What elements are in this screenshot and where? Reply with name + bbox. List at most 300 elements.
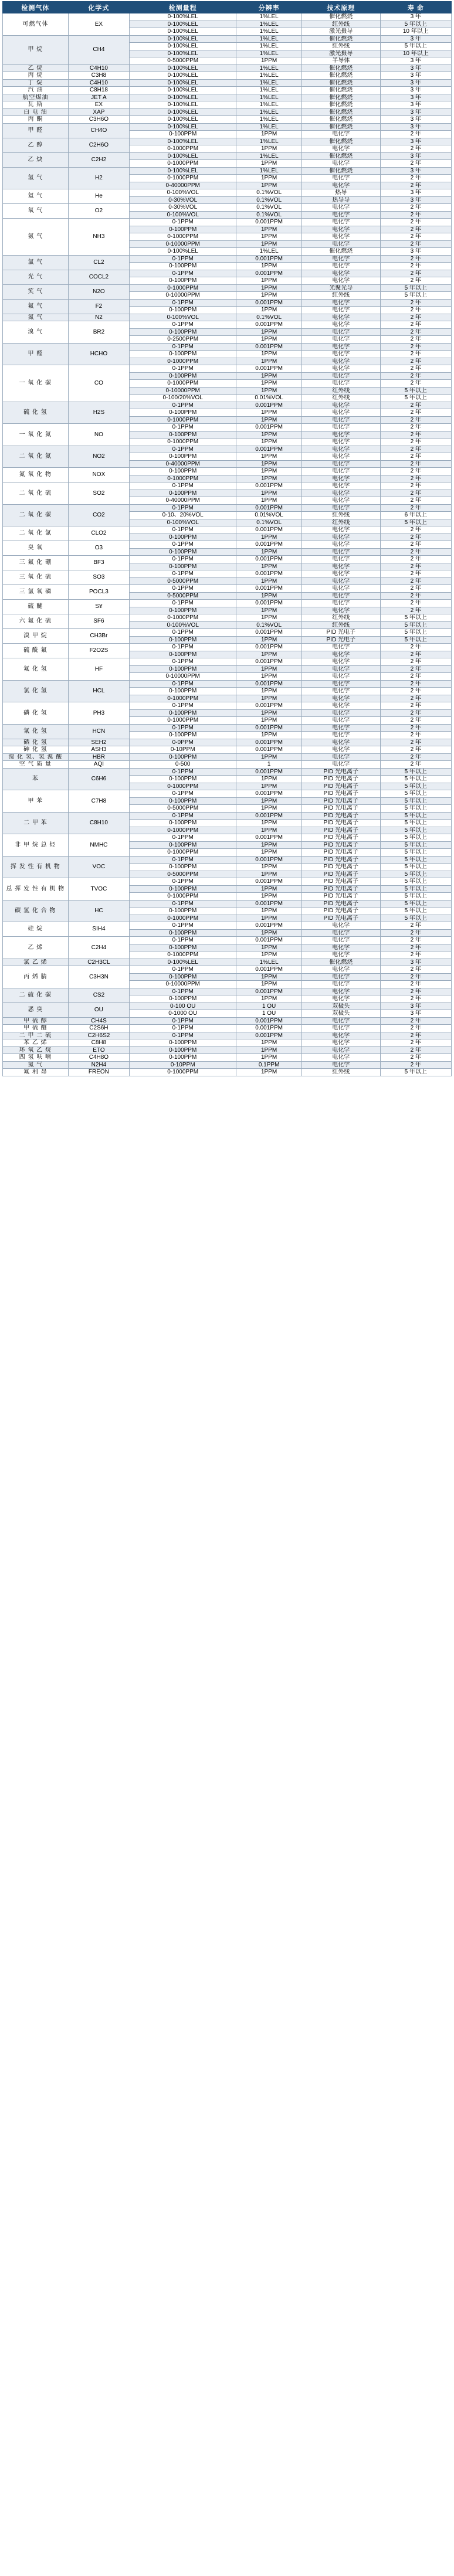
cell-range: 0-100PPM bbox=[130, 841, 236, 849]
cell-technology: 电化学 bbox=[301, 533, 380, 541]
table-row bbox=[3, 138, 452, 145]
cell-resolution: 1PPM bbox=[236, 820, 302, 827]
cell-gas-name: 环 氧 乙 烷 bbox=[3, 1046, 69, 1054]
cell-range: 0-1000PPM bbox=[130, 233, 236, 241]
cell-resolution: 0.001PPM bbox=[236, 600, 302, 607]
cell-life: 10 年以上 bbox=[380, 50, 451, 57]
cell-gas-name: 乙 烷 bbox=[3, 64, 69, 72]
cell-range: 0-40000PPM bbox=[130, 182, 236, 189]
cell-technology: 电化学 bbox=[301, 944, 380, 951]
cell-life: 5 年以上 bbox=[380, 893, 451, 900]
cell-resolution: 1PPM bbox=[236, 995, 302, 1003]
table-row bbox=[3, 504, 452, 512]
cell-life: 2 年 bbox=[380, 314, 451, 321]
cell-technology: 电化学 bbox=[301, 314, 380, 321]
cell-life: 2 年 bbox=[380, 1017, 451, 1025]
cell-range: 0-100%LEL bbox=[130, 79, 236, 87]
cell-resolution: 1PPM bbox=[236, 336, 302, 344]
cell-gas-name: 六 氟 化 硫 bbox=[3, 614, 69, 629]
cell-resolution: 1PPM bbox=[236, 673, 302, 681]
cell-life: 2 年 bbox=[380, 526, 451, 534]
cell-technology: 催化燃烧 bbox=[301, 35, 380, 43]
cell-gas-name: 磷 化 氢 bbox=[3, 702, 69, 725]
cell-life: 3 年 bbox=[380, 196, 451, 204]
cell-technology: PID 光电离子 bbox=[301, 768, 380, 776]
cell-formula: SO2 bbox=[68, 482, 129, 505]
table-row bbox=[3, 219, 452, 226]
cell-formula: EX bbox=[68, 13, 129, 36]
cell-range: 0-100%LEL bbox=[130, 28, 236, 36]
cell-resolution: 1PPM bbox=[236, 929, 302, 937]
cell-technology: 电化学 bbox=[301, 951, 380, 959]
cell-life: 2 年 bbox=[380, 328, 451, 336]
cell-resolution: 1%LEL bbox=[236, 152, 302, 160]
cell-life: 5 年以上 bbox=[380, 292, 451, 300]
cell-technology: 催化燃烧 bbox=[301, 248, 380, 256]
cell-life: 2 年 bbox=[380, 460, 451, 468]
cell-formula: H2S bbox=[68, 402, 129, 424]
cell-life: 2 年 bbox=[380, 746, 451, 754]
cell-life: 5 年以上 bbox=[380, 820, 451, 827]
cell-life: 2 年 bbox=[380, 504, 451, 512]
cell-life: 5 年以上 bbox=[380, 849, 451, 857]
cell-technology: 红外线 bbox=[301, 512, 380, 519]
cell-life: 2 年 bbox=[380, 1061, 451, 1069]
cell-life: 2 年 bbox=[380, 175, 451, 182]
cell-range: 0-500 bbox=[130, 761, 236, 769]
cell-range: 0-100PPM bbox=[130, 636, 236, 644]
cell-life: 3 年 bbox=[380, 79, 451, 87]
table-row bbox=[3, 812, 452, 820]
cell-resolution: 1PPM bbox=[236, 497, 302, 505]
cell-formula: CO2 bbox=[68, 504, 129, 526]
cell-range: 0-1PPM bbox=[130, 724, 236, 732]
cell-life: 2 年 bbox=[380, 424, 451, 431]
cell-technology: 电化学 bbox=[301, 1017, 380, 1025]
cell-technology: 电化学 bbox=[301, 761, 380, 769]
column-header-technology: 技术原理 bbox=[301, 2, 380, 13]
cell-life: 2 年 bbox=[380, 255, 451, 263]
cell-range: 0-100%LEL bbox=[130, 167, 236, 175]
cell-technology: 催化燃烧 bbox=[301, 138, 380, 145]
cell-resolution: 1%LEL bbox=[236, 108, 302, 116]
cell-resolution: 1PPM bbox=[236, 665, 302, 673]
cell-life: 2 年 bbox=[380, 680, 451, 688]
cell-gas-name: 乙 炔 bbox=[3, 152, 69, 167]
cell-resolution: 0.001PPM bbox=[236, 255, 302, 263]
cell-life: 2 年 bbox=[380, 951, 451, 959]
cell-life: 2 年 bbox=[380, 533, 451, 541]
cell-technology: 催化燃烧 bbox=[301, 87, 380, 94]
cell-range: 0-1000PPM bbox=[130, 849, 236, 857]
cell-range: 0-100%LEL bbox=[130, 43, 236, 50]
cell-technology: 电化学 bbox=[301, 424, 380, 431]
cell-formula: SEH2 bbox=[68, 739, 129, 746]
cell-range: 0-10、20%VOL bbox=[130, 512, 236, 519]
cell-gas-name: 氧 气 bbox=[3, 204, 69, 219]
cell-technology: 电化学 bbox=[301, 255, 380, 263]
cell-range: 0-1000PPM bbox=[130, 358, 236, 365]
cell-formula: NO2 bbox=[68, 446, 129, 468]
cell-technology: 电化学 bbox=[301, 468, 380, 475]
cell-resolution: 0.001PPM bbox=[236, 321, 302, 329]
cell-technology: 电化学 bbox=[301, 1025, 380, 1032]
table-row bbox=[3, 1061, 452, 1069]
table-row bbox=[3, 724, 452, 732]
cell-technology: 热导 bbox=[301, 189, 380, 197]
cell-life: 2 年 bbox=[380, 607, 451, 614]
cell-life: 2 年 bbox=[380, 1054, 451, 1062]
cell-resolution: 0.001PPM bbox=[236, 556, 302, 563]
cell-range: 0-100/20%VOL bbox=[130, 395, 236, 402]
cell-life: 2 年 bbox=[380, 556, 451, 563]
cell-technology: 红外线 bbox=[301, 387, 380, 395]
cell-formula: C2S6H bbox=[68, 1025, 129, 1032]
cell-range: 0-1000PPM bbox=[130, 475, 236, 482]
cell-range: 0-100 OU bbox=[130, 1002, 236, 1010]
table-row bbox=[3, 1032, 452, 1039]
cell-range: 0-100PPM bbox=[130, 995, 236, 1003]
cell-range: 0-1000PPM bbox=[130, 160, 236, 168]
table-row bbox=[3, 1039, 452, 1047]
cell-technology: 电化学 bbox=[301, 929, 380, 937]
cell-resolution: 1PPM bbox=[236, 533, 302, 541]
cell-technology: 红外线 bbox=[301, 614, 380, 622]
cell-life: 5 年以上 bbox=[380, 783, 451, 790]
cell-range: 0-100PPM bbox=[130, 709, 236, 717]
cell-technology: PID 光电离子 bbox=[301, 790, 380, 798]
cell-range: 0-100PPM bbox=[130, 973, 236, 981]
cell-range: 0-1000PPM bbox=[130, 827, 236, 834]
cell-resolution: 1PPM bbox=[236, 827, 302, 834]
cell-formula: HCN bbox=[68, 724, 129, 739]
cell-life: 5 年以上 bbox=[380, 43, 451, 50]
cell-range: 0-1PPM bbox=[130, 541, 236, 549]
cell-range: 0-100PPM bbox=[130, 468, 236, 475]
cell-technology: 电化学 bbox=[301, 988, 380, 995]
cell-resolution: 1PPM bbox=[236, 468, 302, 475]
cell-technology: 电化学 bbox=[301, 446, 380, 453]
cell-gas-name: 氯 气 bbox=[3, 255, 69, 270]
cell-range: 0-100%LEL bbox=[130, 959, 236, 966]
cell-range: 0-30%VOL bbox=[130, 204, 236, 212]
cell-resolution: 0.001PPM bbox=[236, 504, 302, 512]
column-header-resolution: 分辨率 bbox=[236, 2, 302, 13]
cell-gas-name: 空 气 质 量 bbox=[3, 761, 69, 769]
cell-resolution: 1PPM bbox=[236, 753, 302, 761]
cell-technology: 电化学 bbox=[301, 453, 380, 461]
cell-resolution: 1PPM bbox=[236, 431, 302, 439]
cell-technology: 电化学 bbox=[301, 739, 380, 746]
cell-life: 3 年 bbox=[380, 123, 451, 131]
cell-life: 5 年以上 bbox=[380, 629, 451, 637]
cell-formula: AQI bbox=[68, 761, 129, 769]
cell-resolution: 0.1%VOL bbox=[236, 211, 302, 219]
cell-technology: 光聚光导 bbox=[301, 284, 380, 292]
cell-technology: 热导导 bbox=[301, 196, 380, 204]
cell-life: 2 年 bbox=[380, 973, 451, 981]
cell-range: 0-1000PPM bbox=[130, 380, 236, 388]
cell-formula: C7H8 bbox=[68, 790, 129, 813]
cell-formula: SIH4 bbox=[68, 922, 129, 937]
cell-range: 0-5000PPM bbox=[130, 805, 236, 813]
cell-life: 2 年 bbox=[380, 468, 451, 475]
cell-technology: PID 光电离子 bbox=[301, 885, 380, 893]
cell-resolution: 0.001PPM bbox=[236, 746, 302, 754]
table-row bbox=[3, 1017, 452, 1025]
cell-gas-name: 三 氟 化 硼 bbox=[3, 556, 69, 570]
cell-technology: 电化学 bbox=[301, 439, 380, 446]
cell-range: 0-1PPM bbox=[130, 1025, 236, 1032]
cell-resolution: 1PPM bbox=[236, 717, 302, 725]
table-row bbox=[3, 959, 452, 966]
cell-technology: 催化燃烧 bbox=[301, 959, 380, 966]
cell-technology: 电化学 bbox=[301, 277, 380, 285]
cell-resolution: 1 OU bbox=[236, 1002, 302, 1010]
cell-technology: 催化燃烧 bbox=[301, 152, 380, 160]
cell-formula: He bbox=[68, 189, 129, 204]
cell-range: 0-1PPM bbox=[130, 629, 236, 637]
cell-life: 2 年 bbox=[380, 409, 451, 417]
cell-range: 0-40000PPM bbox=[130, 497, 236, 505]
cell-resolution: 0.01%VOL bbox=[236, 395, 302, 402]
cell-technology: 电化学 bbox=[301, 204, 380, 212]
cell-life: 2 年 bbox=[380, 358, 451, 365]
cell-range: 0-100%LEL bbox=[130, 87, 236, 94]
cell-life: 2 年 bbox=[380, 380, 451, 388]
cell-technology: 电化学 bbox=[301, 175, 380, 182]
cell-resolution: 0.001PPM bbox=[236, 922, 302, 930]
cell-life: 5 年以上 bbox=[380, 827, 451, 834]
cell-technology: 电化学 bbox=[301, 922, 380, 930]
cell-gas-name: 三 氧 化 硫 bbox=[3, 570, 69, 585]
cell-resolution: 0.001PPM bbox=[236, 570, 302, 578]
cell-range: 0-100%LEL bbox=[130, 138, 236, 145]
cell-range: 0-100%LEL bbox=[130, 13, 236, 21]
cell-range: 0-100PPM bbox=[130, 131, 236, 138]
cell-technology: 电化学 bbox=[301, 665, 380, 673]
cell-resolution: 1PPM bbox=[236, 776, 302, 783]
cell-range: 0-1PPM bbox=[130, 680, 236, 688]
cell-life: 2 年 bbox=[380, 563, 451, 570]
cell-range: 0-100%LEL bbox=[130, 64, 236, 72]
cell-resolution: 1PPM bbox=[236, 695, 302, 702]
cell-range: 0-100PPM bbox=[130, 885, 236, 893]
cell-life: 2 年 bbox=[380, 307, 451, 314]
cell-resolution: 0.001PPM bbox=[236, 446, 302, 453]
cell-gas-name: 瓦 斯 bbox=[3, 101, 69, 109]
cell-resolution: 1PPM bbox=[236, 1039, 302, 1047]
cell-resolution: 1PPM bbox=[236, 636, 302, 644]
cell-resolution: 1PPM bbox=[236, 783, 302, 790]
cell-resolution: 1PPM bbox=[236, 607, 302, 614]
cell-gas-name: 氰 化 氢 bbox=[3, 724, 69, 739]
table-row bbox=[3, 167, 452, 175]
table-row bbox=[3, 189, 452, 197]
cell-technology: PID 光电离子 bbox=[301, 878, 380, 886]
cell-life: 2 年 bbox=[380, 343, 451, 351]
cell-gas-name: 二 硫 化 碳 bbox=[3, 988, 69, 1002]
table-row bbox=[3, 834, 452, 842]
cell-gas-name: 丙 酮 bbox=[3, 116, 69, 124]
cell-gas-name: 乙 醇 bbox=[3, 138, 69, 152]
cell-formula: C4H8O bbox=[68, 1054, 129, 1062]
cell-formula: BF3 bbox=[68, 556, 129, 570]
cell-gas-name: 二 氧 化 硫 bbox=[3, 482, 69, 505]
cell-life: 5 年以上 bbox=[380, 614, 451, 622]
cell-range: 0-5000PPM bbox=[130, 57, 236, 65]
cell-life: 5 年以上 bbox=[380, 841, 451, 849]
cell-resolution: 0.01%VOL bbox=[236, 512, 302, 519]
cell-resolution: 1PPM bbox=[236, 372, 302, 380]
cell-life: 2 年 bbox=[380, 263, 451, 270]
cell-range: 0-1PPM bbox=[130, 790, 236, 798]
cell-technology: 电化学 bbox=[301, 219, 380, 226]
cell-resolution: 1PPM bbox=[236, 592, 302, 600]
table-row bbox=[3, 482, 452, 490]
cell-resolution: 0.1%VOL bbox=[236, 314, 302, 321]
cell-technology: 双极头 bbox=[301, 1002, 380, 1010]
cell-technology: PID 光电子 bbox=[301, 629, 380, 637]
cell-resolution: 1%LEL bbox=[236, 72, 302, 80]
table-row bbox=[3, 284, 452, 292]
cell-formula: CL2 bbox=[68, 255, 129, 270]
cell-gas-name: 氯 化 氢 bbox=[3, 680, 69, 702]
cell-range: 0-10000PPM bbox=[130, 673, 236, 681]
cell-resolution: 1PPM bbox=[236, 263, 302, 270]
cell-resolution: 1PPM bbox=[236, 460, 302, 468]
cell-range: 0-1000PPM bbox=[130, 695, 236, 702]
gas-sensor-spec-page bbox=[0, 1, 454, 1076]
cell-technology: 激光摄导 bbox=[301, 50, 380, 57]
cell-formula: SO3 bbox=[68, 570, 129, 585]
cell-resolution: 1PPM bbox=[236, 475, 302, 482]
cell-technology: 催化燃烧 bbox=[301, 79, 380, 87]
cell-life: 2 年 bbox=[380, 372, 451, 380]
cell-resolution: 0.001PPM bbox=[236, 1032, 302, 1039]
cell-range: 0-1PPM bbox=[130, 570, 236, 578]
cell-range: 0-1PPM bbox=[130, 900, 236, 908]
cell-life: 5 年以上 bbox=[380, 797, 451, 805]
cell-life: 2 年 bbox=[380, 453, 451, 461]
cell-technology: 电化学 bbox=[301, 577, 380, 585]
cell-resolution: 1%LEL bbox=[236, 50, 302, 57]
cell-technology: 电化学 bbox=[301, 600, 380, 607]
cell-resolution: 1PPM bbox=[236, 284, 302, 292]
table-row bbox=[3, 365, 452, 373]
table-row bbox=[3, 1002, 452, 1010]
cell-range: 0-100%LEL bbox=[130, 94, 236, 101]
cell-life: 2 年 bbox=[380, 665, 451, 673]
cell-resolution: 1PPM bbox=[236, 226, 302, 233]
cell-life: 2 年 bbox=[380, 233, 451, 241]
table-row bbox=[3, 314, 452, 321]
cell-life: 5 年以上 bbox=[380, 776, 451, 783]
cell-life: 2 年 bbox=[380, 724, 451, 732]
cell-life: 5 年以上 bbox=[380, 21, 451, 28]
cell-gas-name: 氮 气 bbox=[3, 314, 69, 321]
cell-life: 2 年 bbox=[380, 541, 451, 549]
cell-range: 0-1PPM bbox=[130, 526, 236, 534]
cell-life: 2 年 bbox=[380, 739, 451, 746]
cell-resolution: 0.1%VOL bbox=[236, 189, 302, 197]
table-row bbox=[3, 629, 452, 637]
cell-resolution: 1%LEL bbox=[236, 13, 302, 21]
cell-range: 0-100PPM bbox=[130, 533, 236, 541]
table-row bbox=[3, 658, 452, 666]
table-row bbox=[3, 937, 452, 944]
cell-resolution: 1 OU bbox=[236, 1010, 302, 1018]
cell-formula: C4H10 bbox=[68, 64, 129, 72]
cell-life: 3 年 bbox=[380, 189, 451, 197]
cell-range: 0-100%LEL bbox=[130, 50, 236, 57]
cell-technology: 电化学 bbox=[301, 482, 380, 490]
cell-range: 0-10PPM bbox=[130, 746, 236, 754]
cell-technology: 电化学 bbox=[301, 365, 380, 373]
cell-life: 2 年 bbox=[380, 732, 451, 739]
table-row bbox=[3, 702, 452, 710]
cell-life: 2 年 bbox=[380, 644, 451, 651]
cell-resolution: 0.001PPM bbox=[236, 739, 302, 746]
cell-range: 0-1PPM bbox=[130, 878, 236, 886]
table-row bbox=[3, 761, 452, 769]
cell-range: 0-1000PPM bbox=[130, 284, 236, 292]
cell-formula: N2 bbox=[68, 314, 129, 321]
cell-gas-name: 氨 气 bbox=[3, 219, 69, 256]
cell-life: 2 年 bbox=[380, 717, 451, 725]
cell-life: 2 年 bbox=[380, 548, 451, 556]
cell-formula: ASH3 bbox=[68, 746, 129, 754]
cell-life: 5 年以上 bbox=[380, 790, 451, 798]
cell-life: 3 年 bbox=[380, 116, 451, 124]
table-row bbox=[3, 446, 452, 453]
cell-formula: C2H4 bbox=[68, 937, 129, 959]
cell-resolution: 1PPM bbox=[236, 797, 302, 805]
cell-technology: 电化学 bbox=[301, 372, 380, 380]
table-row bbox=[3, 116, 452, 124]
cell-resolution: 0.001PPM bbox=[236, 644, 302, 651]
cell-formula: HCL bbox=[68, 680, 129, 702]
cell-technology: 催化燃烧 bbox=[301, 64, 380, 72]
cell-life: 3 年 bbox=[380, 57, 451, 65]
cell-resolution: 1PPM bbox=[236, 651, 302, 658]
cell-technology: 电化学 bbox=[301, 688, 380, 695]
cell-life: 3 年 bbox=[380, 152, 451, 160]
cell-life: 2 年 bbox=[380, 1046, 451, 1054]
cell-resolution: 1PPM bbox=[236, 182, 302, 189]
cell-range: 0-1PPM bbox=[130, 966, 236, 974]
cell-range: 0-1PPM bbox=[130, 658, 236, 666]
cell-life: 2 年 bbox=[380, 416, 451, 424]
cell-range: 0-1PPM bbox=[130, 299, 236, 307]
cell-technology: 电化学 bbox=[301, 233, 380, 241]
cell-resolution: 0.001PPM bbox=[236, 1017, 302, 1025]
table-row bbox=[3, 270, 452, 277]
cell-life: 2 年 bbox=[380, 709, 451, 717]
cell-formula: C2H6O bbox=[68, 138, 129, 152]
cell-technology: 电化学 bbox=[301, 753, 380, 761]
cell-range: 0-1PPM bbox=[130, 219, 236, 226]
cell-technology: PID 光电离子 bbox=[301, 871, 380, 878]
cell-life: 2 年 bbox=[380, 1025, 451, 1032]
cell-technology: 催化燃烧 bbox=[301, 108, 380, 116]
cell-gas-name: 溴 化 氢、氢 溴 酸 bbox=[3, 753, 69, 761]
cell-formula: C8H8 bbox=[68, 1039, 129, 1047]
cell-technology: 电化学 bbox=[301, 431, 380, 439]
cell-resolution: 1PPM bbox=[236, 563, 302, 570]
cell-technology: 电化学 bbox=[301, 475, 380, 482]
cell-range: 0-100PPM bbox=[130, 607, 236, 614]
